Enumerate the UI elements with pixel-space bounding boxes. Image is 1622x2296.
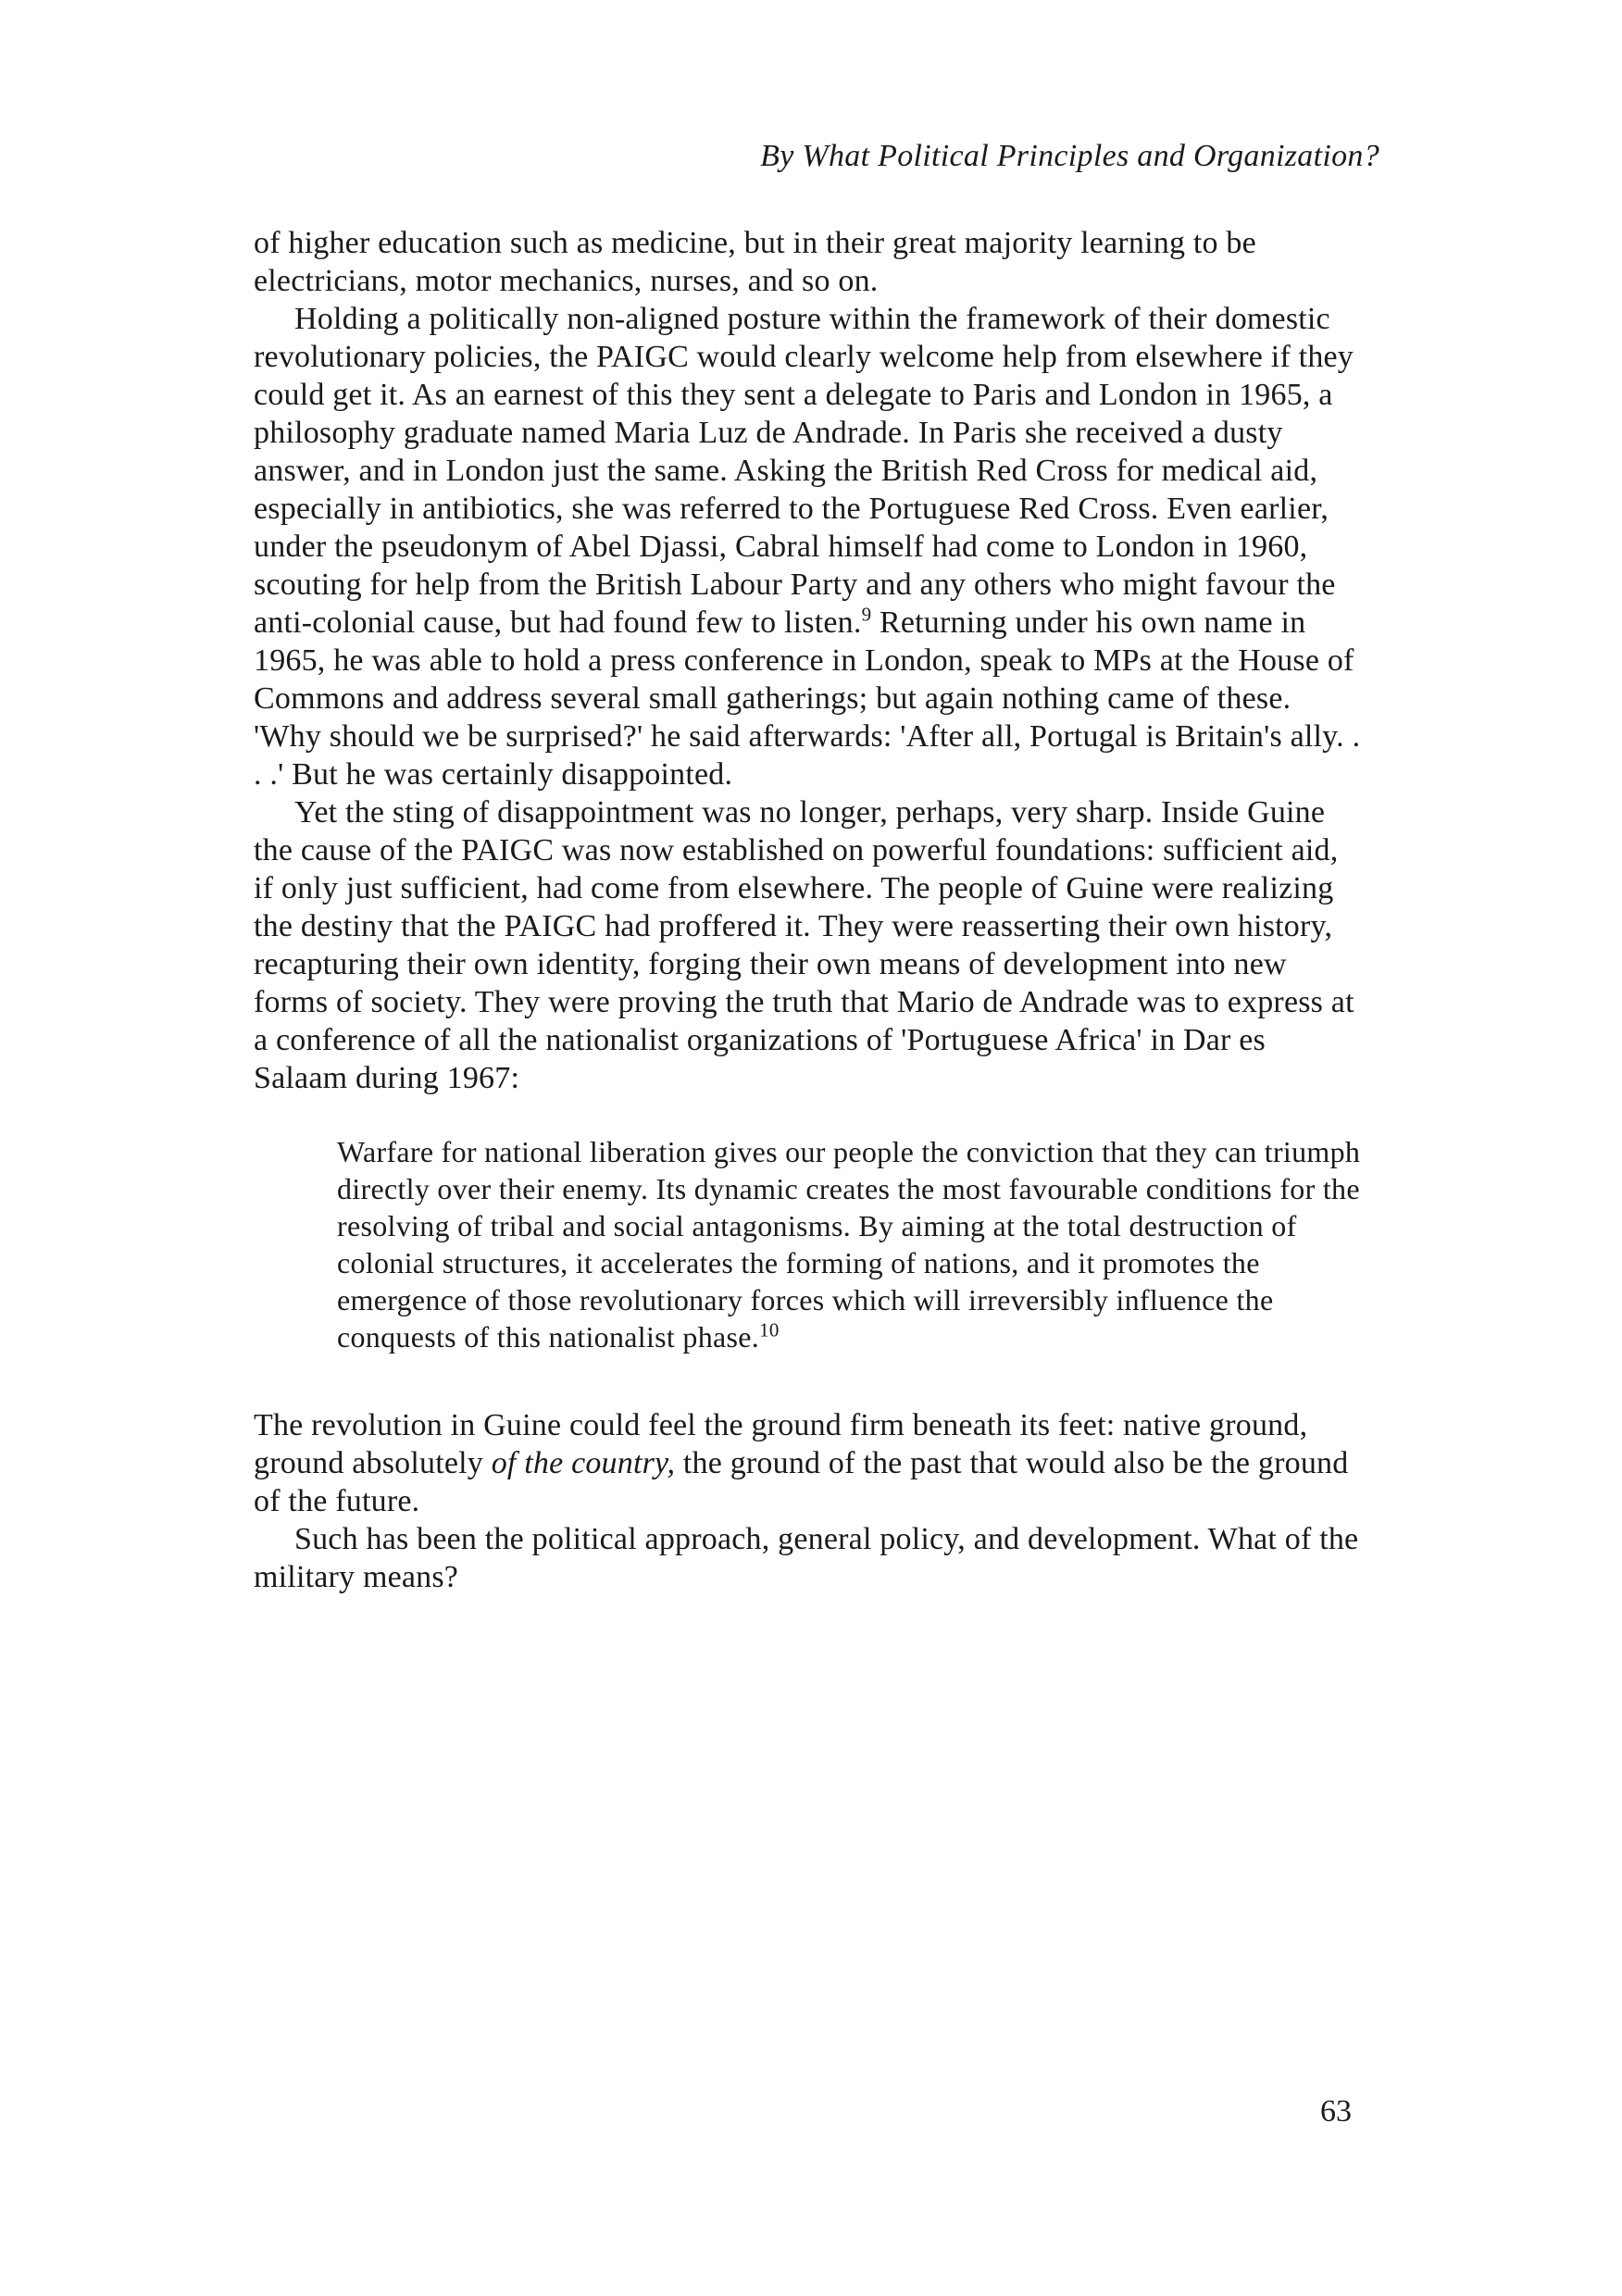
- paragraph-disappointment: Yet the sting of disappointment was no longer, perhaps, very sharp. Inside Guine the cause of the PAIGC was now established on powerful foundations: sufficient aid, if only just sufficient, had come from elsewhere. The people of Guine were realizing the destiny that the PAIGC had proffered it. They were reasserting their own history, recapturing their own identity, forging their own means of development into new forms of society. They were proving the truth that Mario de Andrade was to express at a conference of all the nationalist organizations of 'Portuguese Africa' in Dar es Salaam during 1967:: [254, 795, 1354, 1095]
- paragraph-text: The revolution in Guine could feel the ground firm beneath its feet: native ground, ground absolutely: [254, 1408, 1308, 1480]
- footnote-marker: 9: [861, 603, 872, 626]
- paragraph-continued: of higher education such as medicine, but in their great majority learning to be electricians, motor mechanics, nurses, and so on.: [254, 226, 1256, 298]
- body-text: [254, 224, 1365, 1596]
- paragraph-paigc-delegates: [254, 300, 1365, 793]
- quote-text: Warfare for national liberation gives our people the conviction that they can triumph directly over their enemy. Its dynamic creates the most favourable conditions for the resolving of tribal and social antagonisms. By aiming at the total destruction of colonial structures, it accelerates the forming of nations, and it promotes the emergence of those revolutionary forces which will irreversibly influence the conquests of this nationalist phase.: [337, 1135, 1361, 1354]
- paragraph-text-continued: Returning under his own name in 1965, he was able to hold a press conference in London, speak to MPs at the House of Commons and address several small gatherings; but again nothing came of these. 'Why should we be surprised?' he said afterwards: 'After all, Portugal is Britain's ally. . . .' But he was certainly disappointed.: [254, 605, 1361, 792]
- emphasis-text: of the country,: [491, 1446, 676, 1480]
- paragraph-military-means: Such has been the political approach, general policy, and development. What of the military means?: [254, 1522, 1359, 1594]
- paragraph-text: Holding a politically non-aligned posture within the framework of their domestic revolutionary policies, the PAIGC would clearly welcome help from elsewhere if they could get it. As an earnest of this they sent a delegate to Paris and London in 1965, a philosophy graduate named Maria Luz de Andrade. In Paris she received a dusty answer, and in London just the same. Asking the British Red Cross for medical aid, especially in antibiotics, she was referred to the Portuguese Red Cross. Even earlier, under the pseudonym of Abel Djassi, Cabral himself had come to London in 1960, scouting for help from the British Labour Party and any others who might favour the anti-colonial cause, but had found few to listen.: [254, 302, 1354, 640]
- paragraph-revolution: [254, 1406, 1365, 1520]
- footnote-marker: 10: [759, 1318, 780, 1341]
- running-head: By What Political Principles and Organization?: [760, 139, 1379, 173]
- paragraph-text-continued: the ground of the past that would also be the ground of the future.: [254, 1446, 1349, 1518]
- page-number: 63: [1320, 2094, 1352, 2128]
- block-quote: [337, 1133, 1374, 1355]
